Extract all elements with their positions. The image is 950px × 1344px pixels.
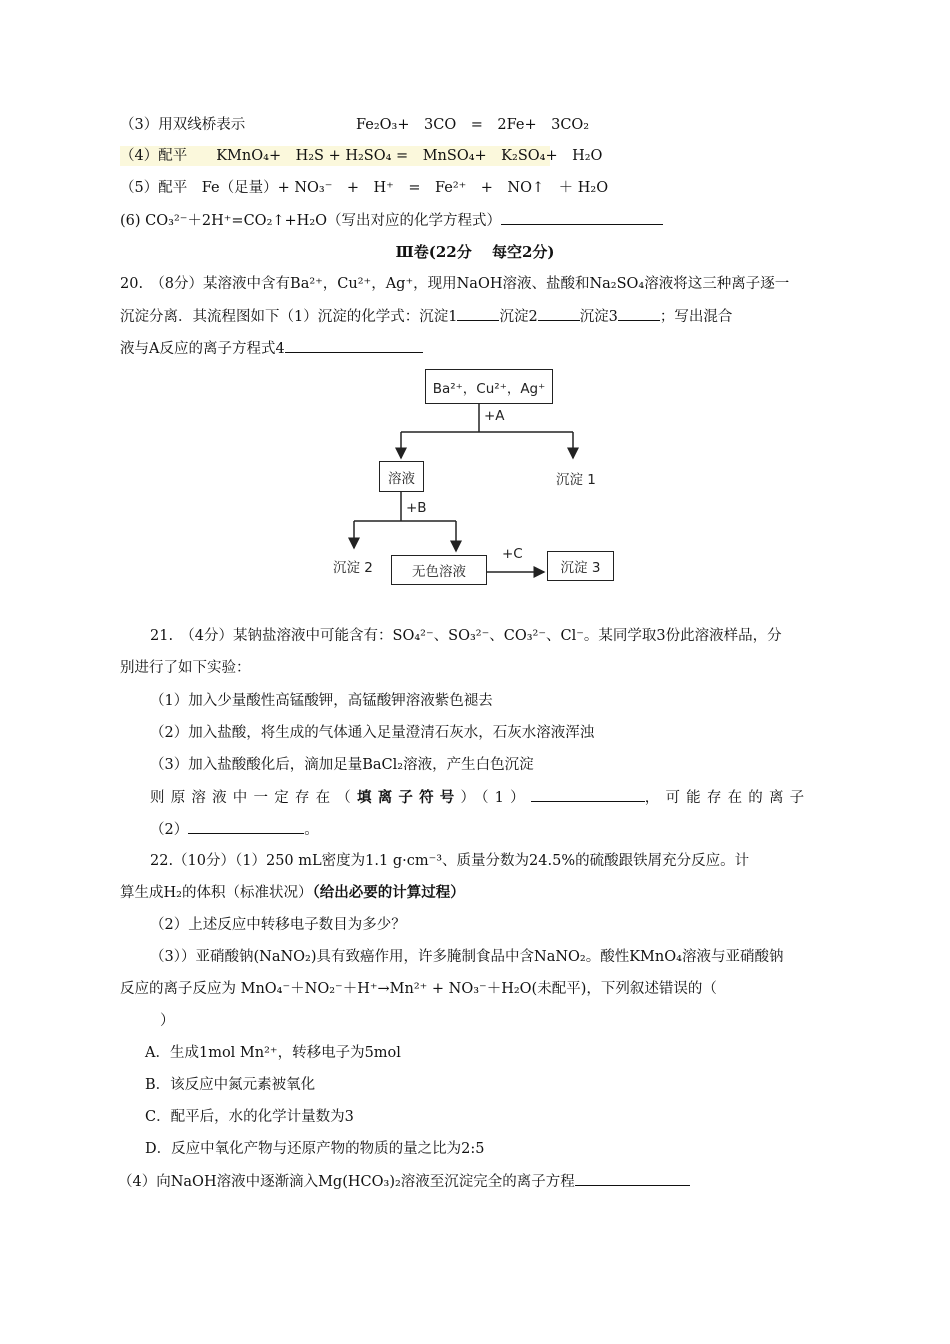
q21-line1: 21. （4分）某钠盐溶液中可能含有：SO₄²⁻、SO₃²⁻、CO₃²⁻、Cl⁻。某同学取3份此溶液样品，分 <box>150 628 782 644</box>
q22-line1: 22.（10分）（1）250 mL密度为1.1 g·cm⁻³、质量分数为24.5%的硫酸跟铁屑充分反应。计 <box>150 853 750 869</box>
flow-start-ions: Ba²⁺，Cu²⁺，Ag⁺ <box>425 369 553 404</box>
flow-colorless-solution: 无色溶液 <box>391 555 487 585</box>
q22-line2 <box>120 883 465 903</box>
q22-option-d: D．反应中氧化产物与还原产物的物质的量之比为2:5 <box>145 1141 485 1157</box>
flow-plus-a: +A <box>484 408 505 424</box>
q20-line1: 20. （8分）某溶液中含有Ba²⁺，Cu²⁺，Ag⁺，现用NaOH溶液、盐酸和Na₂SO₄溶液将这三种离子逐一 <box>120 276 790 292</box>
q21-line6 <box>150 787 810 808</box>
q22-line2-bold: （给出必要的计算过程） <box>312 884 465 901</box>
q21-line7 <box>150 819 319 840</box>
q21-line6-part1: ）（1） <box>460 790 531 806</box>
q22-part4-text: （4）向NaOH溶液中逐渐滴入Mg(HCO₃)₂溶液至沉淀完全的离子方程 <box>118 1174 575 1190</box>
q22-part4 <box>118 1171 690 1192</box>
answer-blank[interactable] <box>457 306 499 321</box>
q20-line2 <box>120 306 732 327</box>
answer-blank[interactable] <box>188 819 304 834</box>
q21-line7-tail: 。 <box>304 822 319 838</box>
q21-line7-label: （2） <box>150 822 189 838</box>
answer-blank[interactable] <box>531 787 645 802</box>
flow-precip1: 沉淀 1 <box>556 472 596 488</box>
q19-part3-equation: Fe₂O₃+ 3CO = 2Fe+ 3CO₂ <box>356 117 590 133</box>
q20-line2-tail: ；写出混合 <box>659 309 733 325</box>
flow-solution: 溶液 <box>379 461 424 492</box>
q21-line6-tail: ，可能存在的离子 <box>644 790 811 806</box>
q22-option-c: C．配平后，水的化学计量数为3 <box>145 1109 354 1125</box>
q21-line6-text: 则原溶液中一定存在（ <box>150 790 357 806</box>
answer-blank[interactable] <box>538 306 580 321</box>
q20-precip2-label: 沉淀2 <box>499 309 538 325</box>
q19-part6-text: (6) CO₃²⁻＋2H⁺=CO₂↑+H₂O（写出对应的化学方程式） <box>120 213 502 229</box>
q21-exp3: （3）加入盐酸酸化后，滴加足量BaCl₂溶液，产生白色沉淀 <box>150 757 534 773</box>
flow-plus-b: +B <box>406 500 427 516</box>
q21-exp1: （1）加入少量酸性高锰酸钾，高锰酸钾溶液紫色褪去 <box>150 693 493 709</box>
q22-option-a: A．生成1mol Mn²⁺，转移电子为5mol <box>145 1045 401 1061</box>
q20-line2-text: 沉淀分离．其流程图如下（1）沉淀的化学式：沉淀1 <box>120 309 458 325</box>
flow-precip2: 沉淀 2 <box>333 560 373 576</box>
q20-line3 <box>120 338 423 359</box>
q22-part3-line1: （3））亚硝酸钠(NaNO₂)具有致癌作用，许多腌制食品中含NaNO₂。酸性KMnO₄溶液与亚硝酸钠 <box>150 949 784 965</box>
answer-blank[interactable] <box>285 338 423 353</box>
answer-blank[interactable] <box>618 306 660 321</box>
q19-part6 <box>120 210 663 231</box>
q22-part2: （2）上述反应中转移电子数目为多少？ <box>150 917 406 933</box>
flow-precip3: 沉淀 3 <box>547 551 614 581</box>
section-heading: Ⅲ卷(22分 每空2分) <box>395 243 555 261</box>
q19-part5: （5）配平 Fe（足量）+ NO₃⁻ + H⁺ = Fe²⁺ + NO↑ ＋ H₂O <box>120 180 609 196</box>
answer-blank[interactable] <box>575 1171 690 1186</box>
q20-line3-text: 液与A反应的离子方程式4 <box>120 341 285 357</box>
q22-line2-text: 算生成H₂的体积（标准状况） <box>120 885 313 901</box>
flow-plus-c: +C <box>502 546 523 562</box>
q21-line2: 别进行了如下实验： <box>120 660 251 676</box>
q21-line6-bold: 填离子符号 <box>357 789 461 806</box>
q19-part4: （4）配平 KMnO₄+ H₂S + H₂SO₄ = MnSO₄+ K₂SO₄+ H₂O <box>120 148 603 164</box>
q19-part3-label: （3）用双线桥表示 <box>120 117 246 133</box>
q21-exp2: （2）加入盐酸，将生成的气体通入足量澄清石灰水，石灰水溶液浑浊 <box>150 725 595 741</box>
q22-part3-line2: 反应的离子反应为 MnO₄⁻＋NO₂⁻＋H⁺→Mn²⁺ + NO₃⁻＋H₂O(未配平)，下列叙述错误的（ <box>120 981 717 997</box>
answer-blank[interactable] <box>501 210 663 225</box>
q22-part3-line3: ） <box>160 1013 175 1029</box>
q20-precip3-label: 沉淀3 <box>579 309 618 325</box>
q22-option-b: B．该反应中氮元素被氧化 <box>145 1077 316 1093</box>
